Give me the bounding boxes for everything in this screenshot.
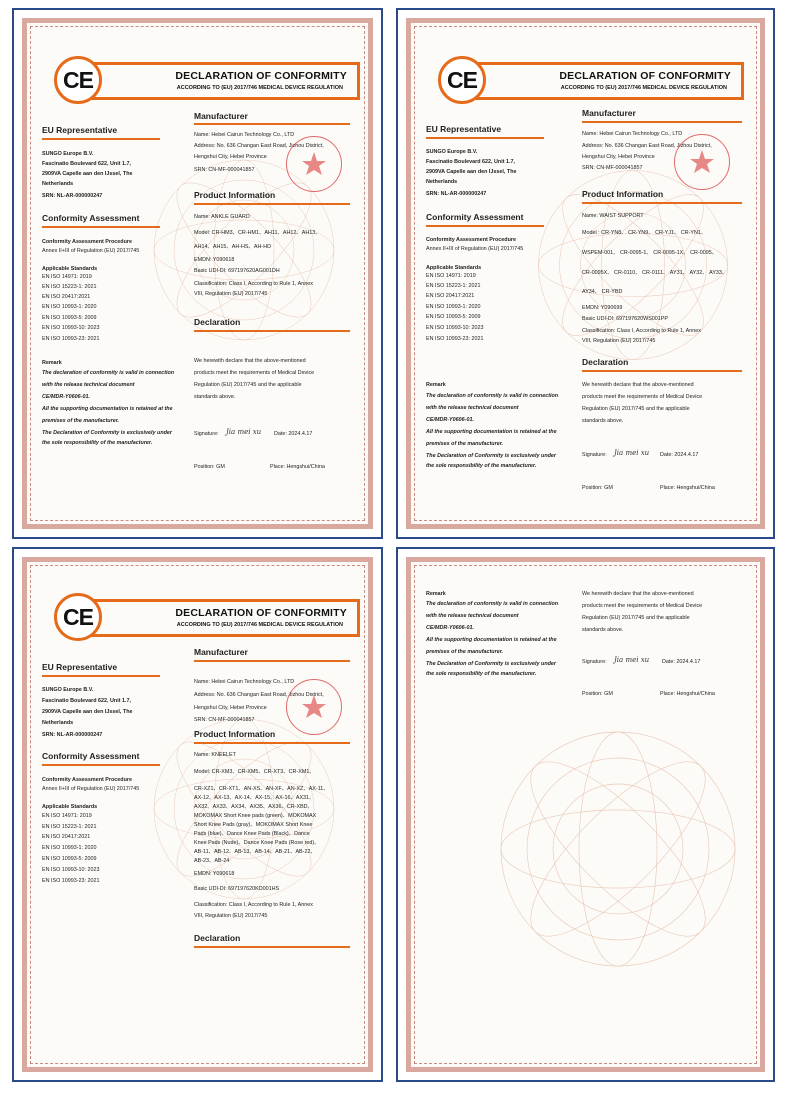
product-udi: Basic UDI-DI: 697197620AG001DH (194, 268, 280, 274)
eu-rep-line: SUNGO Europe B.V. (426, 149, 478, 155)
divider (194, 742, 350, 744)
remark-line: CE/MDR-Y0606-01. (426, 625, 474, 631)
product-model: Model : CR-YN8、 CR-YN9、 CR-YJ1、 CR-YN1、 (582, 230, 707, 236)
product-model: AX-12、AX-13、AX-14、AX-15、AX-16、AX31、 (194, 795, 315, 801)
position: Position: GM (194, 464, 225, 470)
product-model: WSPEM-001、 CR-0095-1、 CR-0095-1X、 CR-0095、 (582, 250, 718, 256)
certificate-ankle-guard (12, 8, 383, 539)
standard-item: EN ISO 10993-1: 2020 (42, 845, 97, 851)
eu-rep-srn: SRN: NL-AR-000000247 (426, 191, 487, 197)
doc-header (438, 56, 744, 106)
remark-line: the sole responsibility of the manufacturer. (426, 671, 537, 677)
manufacturer-heading: Manufacturer (194, 647, 248, 657)
declaration-text: standards above. (194, 394, 236, 400)
signature-label: Signature: (582, 659, 607, 665)
procedure-label: Conformity Assessment Procedure (426, 237, 516, 243)
signature: Jia mei xu (614, 656, 650, 664)
eu-rep-heading: EU Representative (42, 125, 118, 135)
place: Place: Hengshui/China (660, 485, 715, 491)
remark-line: premises of the manufacturer. (426, 649, 503, 655)
standards-label: Applicable Standards (42, 804, 98, 810)
standard-item: EN ISO 10993-5: 2009 (42, 856, 97, 862)
product-model: AH14、AH15、AH-HS、AH-HD (194, 244, 271, 250)
remark-line: The declaration of conformity is valid in connection (426, 393, 559, 399)
standard-item: EN ISO 10993-10: 2023 (42, 867, 100, 873)
divider (194, 203, 350, 205)
manufacturer-srn: SRN: CN-MF-000041857 (582, 165, 643, 171)
product-model: Knee Pads (Nude)、Dance Knee Pads (Rose red)、 (194, 840, 320, 846)
doc-subtitle: ACCORDING TO (EU) 2017/746 MEDICAL DEVICE REGULATION (560, 85, 727, 91)
signature-label: Signature: (194, 431, 219, 437)
standard-item: EN ISO 10993-23: 2021 (42, 878, 100, 884)
declaration-heading: Declaration (582, 357, 629, 367)
product-model: MOKOMAX Short Knee pads (green)、MOKOMAX (194, 813, 317, 819)
remark-line: All the supporting documentation is retained at the (426, 429, 557, 435)
declaration-text: Regulation (EU) 2017/745 and the applicable (194, 382, 302, 388)
remark-line: The declaration of conformity is valid in connection (426, 601, 559, 607)
doc-title: DECLARATION OF CONFORMITY (175, 70, 347, 82)
divider (194, 330, 350, 332)
title-box (468, 62, 744, 100)
manufacturer-address: Address: No. 636 Changan East Road, Jizhou District, (194, 143, 324, 149)
product-emdn: EMDN: Y090618 (194, 871, 235, 877)
divider (42, 138, 160, 140)
remark-line: CE/MDR-Y0606-01. (426, 417, 474, 423)
remark-line: the sole responsibility of the manufacturer. (426, 463, 537, 469)
signature: Jia mei xu (226, 428, 262, 436)
eu-rep-line: Fascinatio Boulevard 622, Unit 1.7, (42, 698, 131, 704)
eu-rep-heading: EU Representative (42, 662, 118, 672)
procedure-label: Conformity Assessment Procedure (42, 777, 132, 783)
remark-line: with the release technical document (426, 613, 519, 619)
signature-label: Signature: (582, 452, 607, 458)
certificate-waist-support (396, 8, 775, 539)
product-name: Name: KNEELET (194, 752, 236, 758)
remark-line: The Declaration of Conformity is exclusively under (42, 430, 173, 436)
product-emdn: EMDN: Y090618 (194, 257, 235, 263)
standard-item: EN ISO 10993-1: 2020 (426, 304, 481, 310)
declaration-text: products meet the requirements of Medical Device (194, 370, 315, 376)
declaration-text: products meet the requirements of Medical Device (582, 394, 703, 400)
product-name: Name: ANKLE GUARD (194, 214, 250, 220)
remark-line: The Declaration of Conformity is exclusively under (426, 453, 557, 459)
remark-line: with the release technical document (426, 405, 519, 411)
standard-item: EN ISO 10993-5: 2009 (426, 314, 481, 320)
product-udi: Basic UDI-DI: 697197620WS001PP (582, 316, 668, 322)
product-info-heading: Product Information (194, 729, 276, 739)
remark-line: premises of the manufacturer. (42, 418, 119, 424)
eu-rep-line: Netherlands (426, 179, 458, 185)
product-model: AY34、 CR-YBD (582, 289, 623, 295)
procedure-value: Annex II+III of Regulation (EU) 2017/745 (426, 246, 524, 252)
product-name: Name: WAIST SUPPORT (582, 213, 644, 219)
procedure-value: Annex II+III of Regulation (EU) 2017/745 (42, 786, 140, 792)
eu-rep-line: SUNGO Europe B.V. (42, 151, 94, 157)
manufacturer-heading: Manufacturer (194, 111, 248, 121)
remark-line: The Declaration of Conformity is exclusively under (426, 661, 557, 667)
procedure-label: Conformity Assessment Procedure (42, 239, 132, 245)
manufacturer-name: Name: Hebei Cairun Technology Co., LTD (194, 132, 295, 138)
product-class: VIII, Regulation (EU) 2017/745 (194, 913, 268, 919)
eu-rep-line: 2909VA Capelle aan den IJssel, The (42, 171, 133, 177)
standard-item: EN ISO 15223-1: 2021 (42, 824, 97, 830)
manufacturer-address: Hengshui City, Hebei Province (582, 154, 655, 160)
doc-header (54, 56, 360, 106)
place: Place: Hengshui/China (270, 464, 325, 470)
eu-rep-line: Netherlands (42, 720, 74, 726)
product-model: Short Knee Pads (gray)、MOKOMAX Short Knee (194, 822, 313, 828)
divider (194, 660, 350, 662)
product-model: AX32、AX33、AX34、AX35、AX36、CR-XBD、 (194, 804, 313, 810)
remark-line: All the supporting documentation is retained at the (426, 637, 557, 643)
divider (42, 764, 160, 766)
conformity-heading: Conformity Assessment (42, 751, 140, 761)
procedure-value: Annex II+III of Regulation (EU) 2017/745 (42, 248, 140, 254)
divider (194, 946, 350, 948)
declaration-text: We herewith declare that the above-mentioned (582, 591, 694, 597)
position: Position: GM (582, 691, 613, 697)
declaration-heading: Declaration (194, 933, 241, 943)
standard-item: EN ISO 10993-5: 2009 (42, 315, 97, 321)
standard-item: EN ISO 10993-23: 2021 (426, 336, 484, 342)
ce-mark-icon: CE (54, 593, 102, 641)
standard-item: EN ISO 15223-1: 2021 (42, 284, 97, 290)
certificate-border (406, 557, 765, 1072)
certificate-continuation (396, 547, 775, 1082)
product-model: AB-23、AB-24 (194, 858, 230, 864)
manufacturer-heading: Manufacturer (582, 108, 636, 118)
signature: Jia mei xu (614, 449, 650, 457)
standard-item: EN ISO 14971: 2019 (42, 813, 92, 819)
place: Place: Hengshui/China (660, 691, 715, 697)
product-model: CR-0095X、 CR-0110、 CR-0111、 AY31、 AY32、 AY33、 (582, 270, 728, 276)
eu-rep-line: 2909VA Capelle aan den IJssel, The (42, 709, 133, 715)
doc-subtitle: ACCORDING TO (EU) 2017/746 MEDICAL DEVICE REGULATION (176, 622, 343, 628)
standards-label: Applicable Standards (42, 266, 98, 272)
eu-rep-line: Fascinatio Boulevard 622, Unit 1.7, (42, 161, 131, 167)
ce-mark-icon: CE (438, 56, 486, 104)
declaration-text: We herewith declare that the above-mentioned (194, 358, 306, 364)
doc-subtitle: ACCORDING TO (EU) 2017/746 MEDICAL DEVICE REGULATION (176, 85, 343, 91)
declaration-text: We herewith declare that the above-mentioned (582, 382, 694, 388)
company-seal (286, 136, 342, 192)
eu-rep-srn: SRN: NL-AR-000000247 (42, 732, 103, 738)
divider (426, 137, 544, 139)
position: Position: GM (582, 485, 613, 491)
doc-header (54, 593, 360, 643)
product-class: Classification: Class I, According to Rule 1, Annex (194, 281, 313, 287)
divider (582, 370, 742, 372)
manufacturer-name: Name: Hebei Cairun Technology Co., LTD (582, 131, 683, 137)
declaration-text: products meet the requirements of Medical Device (582, 603, 703, 609)
eu-rep-srn: SRN: NL-AR-000000247 (42, 193, 103, 199)
eu-rep-heading: EU Representative (426, 124, 502, 134)
divider (42, 226, 160, 228)
standard-item: EN ISO 14971: 2019 (42, 274, 92, 280)
divider (42, 675, 160, 677)
declaration-text: standards above. (582, 418, 624, 424)
remark-line: the sole responsibility of the manufacturer. (42, 440, 153, 446)
title-box (84, 599, 360, 637)
product-class: Classification: Class I, According to Rule 1, Annex (194, 902, 313, 908)
standard-item: EN ISO 20417:2021 (42, 834, 91, 840)
doc-title: DECLARATION OF CONFORMITY (559, 70, 731, 82)
manufacturer-address: Address: No. 636 Changan East Road, Jizhou District, (194, 692, 324, 698)
manufacturer-address: Address: No. 636 Changan East Road, Jizhou District, (582, 143, 712, 149)
product-class: VIII, Regulation (EU) 2017/745 (582, 338, 656, 344)
remark-line: premises of the manufacturer. (426, 441, 503, 447)
company-seal (286, 679, 342, 735)
eu-rep-line: Netherlands (42, 181, 74, 187)
standard-item: EN ISO 10993-23: 2021 (42, 336, 100, 342)
product-model: AB-11、AB-12、AB-13、AB-14、AB-21、AB-22、 (194, 849, 316, 855)
product-info-heading: Product Information (194, 190, 276, 200)
product-class: VIII, Regulation (EU) 2017/745 (194, 291, 268, 297)
remark-line: with the release technical document (42, 382, 135, 388)
remark-heading: Remark (426, 382, 446, 388)
standard-item: EN ISO 20417:2021 (426, 293, 475, 299)
product-model: Model: CR-HM3、CR-HM1、AH11、AH12、AH13、 (194, 230, 321, 236)
standard-item: EN ISO 15223-1: 2021 (426, 283, 481, 289)
conformity-heading: Conformity Assessment (42, 213, 140, 223)
standard-item: EN ISO 14971: 2019 (426, 273, 476, 279)
date: Date: 2024.4.17 (662, 659, 701, 665)
date: Date: 2024.4.17 (660, 452, 699, 458)
declaration-text: Regulation (EU) 2017/745 and the applicable (582, 615, 690, 621)
product-model: Pads (blue)、Dance Knee Pads (Black)、Dance (194, 831, 310, 837)
divider (194, 123, 350, 125)
standard-item: EN ISO 10993-10: 2023 (42, 325, 100, 331)
product-udi: Basic UDI-DI: 697197620KD001HS (194, 886, 280, 892)
declaration-text: Regulation (EU) 2017/745 and the applicable (582, 406, 690, 412)
manufacturer-address: Hengshui City, Hebei Province (194, 154, 267, 160)
title-box (84, 62, 360, 100)
divider (582, 202, 742, 204)
standards-label: Applicable Standards (426, 265, 482, 271)
manufacturer-srn: SRN: CN-MF-000041857 (194, 167, 255, 173)
product-emdn: EMDN: Y090699 (582, 305, 623, 311)
product-model: CR-XZ1、CR-XT1、AN-XS、AN-XF、AN-XZ、AX-11、 (194, 786, 329, 792)
manufacturer-address: Hengshui City, Hebei Province (194, 705, 267, 711)
remark-line: All the supporting documentation is retained at the (42, 406, 173, 412)
remark-line: CE/MDR-Y0606-01. (42, 394, 90, 400)
declaration-heading: Declaration (194, 317, 241, 327)
doc-title: DECLARATION OF CONFORMITY (175, 607, 347, 619)
manufacturer-srn: SRN: CN-MF-000041857 (194, 717, 255, 723)
divider (426, 225, 544, 227)
remark-heading: Remark (42, 360, 62, 366)
ce-mark-icon: CE (54, 56, 102, 104)
company-seal (674, 134, 730, 190)
declaration-text: standards above. (582, 627, 624, 633)
eu-rep-line: Fascinatio Boulevard 622, Unit 1.7, (426, 159, 515, 165)
remark-heading: Remark (426, 591, 446, 597)
manufacturer-name: Name: Hebei Cairun Technology Co., LTD (194, 679, 295, 685)
standard-item: EN ISO 10993-1: 2020 (42, 304, 97, 310)
date: Date: 2024.4.17 (274, 431, 313, 437)
remark-line: The declaration of conformity is valid in connection (42, 370, 175, 376)
certificate-kneelet (12, 547, 383, 1082)
product-model: Model: CR-XM3、CR-XM5、CR-XT3、CR-XM1、 (194, 769, 315, 775)
divider (582, 121, 742, 123)
standard-item: EN ISO 10993-10: 2023 (426, 325, 484, 331)
eu-rep-line: 2909VA Capelle aan den IJssel, The (426, 169, 517, 175)
product-info-heading: Product Information (582, 189, 664, 199)
standard-item: EN ISO 20417:2021 (42, 294, 91, 300)
product-class: Classification: Class I, According to Rule 1, Annex (582, 328, 701, 334)
eu-rep-line: SUNGO Europe B.V. (42, 687, 94, 693)
conformity-heading: Conformity Assessment (426, 212, 524, 222)
